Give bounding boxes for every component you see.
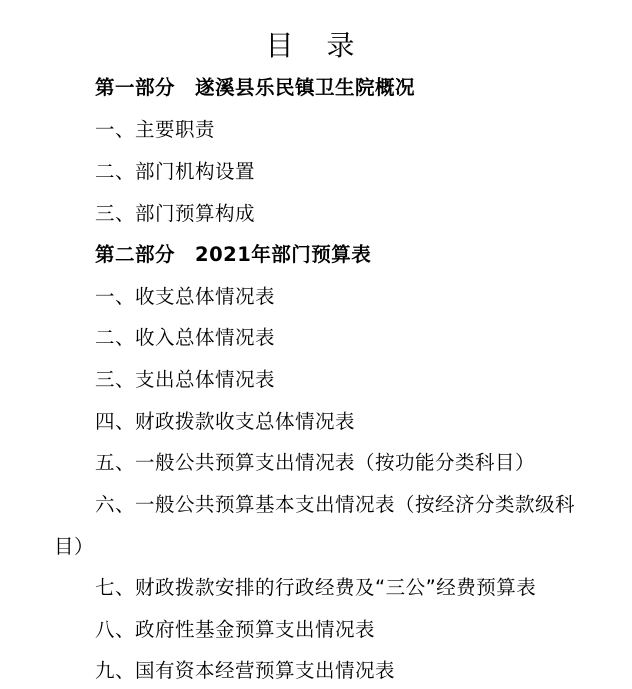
- toc-item: 八、政府性基金预算支出情况表: [95, 618, 376, 641]
- toc-item: 二、部门机构设置: [95, 160, 256, 183]
- toc-item: 三、支出总体情况表: [95, 368, 276, 391]
- toc-item: 三、部门预算构成: [95, 202, 256, 225]
- toc-title: 目 录: [265, 29, 367, 62]
- toc-item: 四、财政拨款收支总体情况表: [95, 410, 356, 433]
- toc-item: 二、收入总体情况表: [95, 326, 276, 349]
- toc-item: 九、国有资本经营预算支出情况表: [95, 659, 396, 682]
- toc-item: 五、一般公共预算支出情况表（按功能分类科目）: [95, 451, 536, 474]
- toc-item-continuation: 目）: [54, 535, 95, 558]
- part1-heading: 第一部分 遂溪县乐民镇卫生院概况: [95, 76, 416, 99]
- toc-item: 六、一般公共预算基本支出情况表（按经济分类款级科: [95, 493, 576, 516]
- toc-item: 七、财政拨款安排的行政经费及“三公”经费预算表: [95, 576, 537, 599]
- part2-heading: 第二部分 2021年部门预算表: [95, 243, 372, 266]
- toc-item: 一、主要职责: [95, 118, 216, 141]
- toc-item: 一、收支总体情况表: [95, 285, 276, 308]
